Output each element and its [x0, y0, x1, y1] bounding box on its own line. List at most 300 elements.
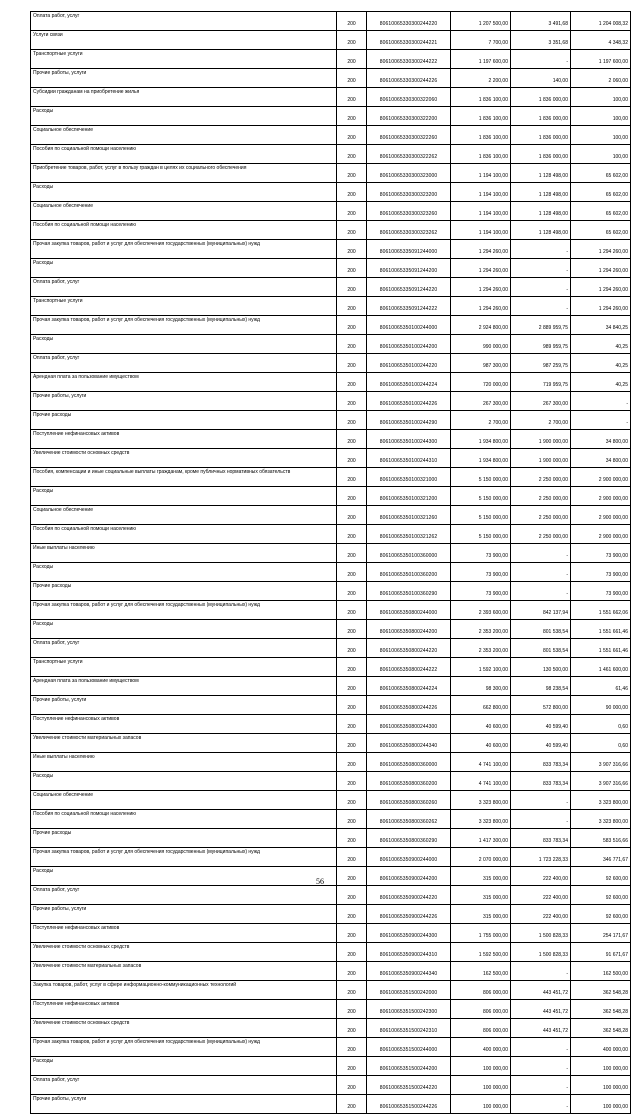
approved-amount: 98 300,00	[451, 677, 511, 696]
unexecuted-amount: 0,60	[571, 734, 631, 753]
row-name: Оплата работ, услуг	[31, 639, 337, 658]
budget-classification-code: 80610065335091244222	[367, 297, 451, 316]
approved-amount: 4 741 100,00	[451, 772, 511, 791]
table-row	[31, 202, 631, 221]
unexecuted-amount: 100,00	[571, 88, 631, 107]
row-name: Прочие работы, услуги	[31, 1095, 337, 1114]
executed-amount: 2 250 000,00	[511, 487, 571, 506]
table-body	[31, 12, 631, 1114]
row-name: Прочие расходы	[31, 582, 337, 601]
executed-amount: 1 128 498,00	[511, 221, 571, 240]
approved-amount: 987 300,00	[451, 354, 511, 373]
executed-amount: 222 400,00	[511, 867, 571, 886]
line-code: 200	[337, 620, 367, 639]
table-row	[31, 1000, 631, 1019]
line-code: 200	[337, 848, 367, 867]
unexecuted-amount: 1 294 260,00	[571, 259, 631, 278]
unexecuted-amount: 362 548,28	[571, 1000, 631, 1019]
budget-classification-code: 80610065350100244226	[367, 392, 451, 411]
approved-amount: 1 294 260,00	[451, 278, 511, 297]
line-code: 200	[337, 335, 367, 354]
row-name: Увеличение стоимости основных средств	[31, 943, 337, 962]
table-row	[31, 392, 631, 411]
table-row	[31, 88, 631, 107]
approved-amount: 4 741 100,00	[451, 753, 511, 772]
row-name: Иные выплаты населению	[31, 544, 337, 563]
executed-amount: -	[511, 563, 571, 582]
line-code: 200	[337, 297, 367, 316]
approved-amount: 806 000,00	[451, 1000, 511, 1019]
unexecuted-amount: 1 551 662,06	[571, 601, 631, 620]
line-code: 200	[337, 791, 367, 810]
line-code: 200	[337, 525, 367, 544]
unexecuted-amount: 362 548,28	[571, 981, 631, 1000]
table-row	[31, 772, 631, 791]
budget-classification-code: 80610065350100244290	[367, 411, 451, 430]
row-name: Прочие расходы	[31, 411, 337, 430]
row-name: Оплата работ, услуг	[31, 354, 337, 373]
table-row	[31, 582, 631, 601]
row-name: Арендная плата за пользование имуществом	[31, 677, 337, 696]
budget-classification-code: 80610065350800360260	[367, 791, 451, 810]
budget-classification-code: 80610065330300322200	[367, 107, 451, 126]
approved-amount: 3 323 800,00	[451, 791, 511, 810]
line-code: 200	[337, 696, 367, 715]
table-row	[31, 468, 631, 487]
line-code: 200	[337, 50, 367, 69]
approved-amount: 5 150 000,00	[451, 468, 511, 487]
approved-amount: 1 755 000,00	[451, 924, 511, 943]
row-name: Закупка товаров, работ, услуг в сфере информационно-коммуникационных технологий	[31, 981, 337, 1000]
budget-classification-code: 80610065350100321200	[367, 487, 451, 506]
approved-amount: 73 900,00	[451, 582, 511, 601]
executed-amount: 1 836 000,00	[511, 88, 571, 107]
approved-amount: 1 934 800,00	[451, 449, 511, 468]
approved-amount: 315 000,00	[451, 886, 511, 905]
executed-amount: 1 900 000,00	[511, 430, 571, 449]
budget-classification-code: 80610065350900244220	[367, 886, 451, 905]
line-code: 200	[337, 1057, 367, 1076]
line-code: 200	[337, 924, 367, 943]
table-row	[31, 886, 631, 905]
row-name: Прочие работы, услуги	[31, 69, 337, 88]
table-row	[31, 430, 631, 449]
unexecuted-amount: 40,25	[571, 373, 631, 392]
budget-classification-code: 80610065350800244226	[367, 696, 451, 715]
row-name: Поступление нефинансовых активов	[31, 430, 337, 449]
table-row	[31, 1057, 631, 1076]
table-row	[31, 107, 631, 126]
table-row	[31, 259, 631, 278]
executed-amount: 98 238,54	[511, 677, 571, 696]
budget-classification-code: 80610065351500244226	[367, 1095, 451, 1114]
row-name: Социальное обеспечение	[31, 126, 337, 145]
unexecuted-amount: 583 516,66	[571, 829, 631, 848]
budget-classification-code: 80610065350800244222	[367, 658, 451, 677]
row-name: Социальное обеспечение	[31, 202, 337, 221]
row-name: Прочие работы, услуги	[31, 392, 337, 411]
row-name: Прочая закупка товаров, работ и услуг для обеспечения государственных (муниципальных) нужд	[31, 316, 337, 335]
budget-classification-code: 80610065330300322262	[367, 145, 451, 164]
table-row	[31, 1038, 631, 1057]
executed-amount: 719 959,75	[511, 373, 571, 392]
line-code: 200	[337, 278, 367, 297]
approved-amount: 2 353 200,00	[451, 620, 511, 639]
line-code: 200	[337, 582, 367, 601]
unexecuted-amount: 100 000,00	[571, 1076, 631, 1095]
unexecuted-amount: 34 800,00	[571, 430, 631, 449]
unexecuted-amount: 92 600,00	[571, 905, 631, 924]
line-code: 200	[337, 677, 367, 696]
budget-classification-code: 80610065330300323000	[367, 164, 451, 183]
row-name: Расходы	[31, 259, 337, 278]
unexecuted-amount: 92 600,00	[571, 867, 631, 886]
executed-amount: 842 137,94	[511, 601, 571, 620]
row-name: Расходы	[31, 620, 337, 639]
table-row	[31, 221, 631, 240]
executed-amount: 801 538,54	[511, 620, 571, 639]
line-code: 200	[337, 164, 367, 183]
row-name: Услуги связи	[31, 31, 337, 50]
approved-amount: 40 600,00	[451, 715, 511, 734]
line-code: 200	[337, 772, 367, 791]
unexecuted-amount: 91 671,67	[571, 943, 631, 962]
unexecuted-amount: 1 294 260,00	[571, 297, 631, 316]
table-row	[31, 297, 631, 316]
approved-amount: 1 194 100,00	[451, 221, 511, 240]
table-row	[31, 145, 631, 164]
budget-classification-code: 80610065330300322260	[367, 126, 451, 145]
line-code: 200	[337, 1019, 367, 1038]
unexecuted-amount: 100,00	[571, 107, 631, 126]
line-code: 200	[337, 1000, 367, 1019]
line-code: 200	[337, 1076, 367, 1095]
line-code: 200	[337, 658, 367, 677]
budget-classification-code: 80610065335091244220	[367, 278, 451, 297]
executed-amount: 1 128 498,00	[511, 183, 571, 202]
approved-amount: 1 592 500,00	[451, 943, 511, 962]
approved-amount: 100 000,00	[451, 1076, 511, 1095]
unexecuted-amount: 0,60	[571, 715, 631, 734]
row-name: Поступление нефинансовых активов	[31, 715, 337, 734]
budget-classification-code: 80610065350800360290	[367, 829, 451, 848]
line-code: 200	[337, 183, 367, 202]
executed-amount: -	[511, 1057, 571, 1076]
row-name: Прочие работы, услуги	[31, 696, 337, 715]
line-code: 200	[337, 487, 367, 506]
unexecuted-amount: 2 060,00	[571, 69, 631, 88]
table-row	[31, 31, 631, 50]
budget-classification-code: 80610065335091244000	[367, 240, 451, 259]
executed-amount: 1 900 000,00	[511, 449, 571, 468]
table-row	[31, 848, 631, 867]
executed-amount: -	[511, 544, 571, 563]
line-code: 200	[337, 430, 367, 449]
line-code: 200	[337, 715, 367, 734]
table-row	[31, 126, 631, 145]
unexecuted-amount: 73 900,00	[571, 563, 631, 582]
executed-amount: -	[511, 791, 571, 810]
row-name: Приобретение товаров, работ, услуг в пользу граждан в целях их социального обеспечения	[31, 164, 337, 183]
executed-amount: -	[511, 1095, 571, 1114]
budget-classification-code: 80610065351500242310	[367, 1019, 451, 1038]
line-code: 200	[337, 905, 367, 924]
unexecuted-amount: 61,46	[571, 677, 631, 696]
unexecuted-amount: 1 294 260,00	[571, 240, 631, 259]
executed-amount: 2 250 000,00	[511, 506, 571, 525]
executed-amount: 2 889 959,75	[511, 316, 571, 335]
executed-amount: 140,00	[511, 69, 571, 88]
row-name: Прочая закупка товаров, работ и услуг для обеспечения государственных (муниципальных) нужд	[31, 601, 337, 620]
budget-classification-code: 80610065350800360200	[367, 772, 451, 791]
approved-amount: 100 000,00	[451, 1095, 511, 1114]
approved-amount: 5 150 000,00	[451, 487, 511, 506]
line-code: 200	[337, 601, 367, 620]
executed-amount: -	[511, 962, 571, 981]
row-name: Социальное обеспечение	[31, 791, 337, 810]
table-row	[31, 183, 631, 202]
table-row	[31, 69, 631, 88]
row-name: Транспортные услуги	[31, 297, 337, 316]
unexecuted-amount: 90 000,00	[571, 696, 631, 715]
page-number: 56	[316, 877, 324, 886]
line-code: 200	[337, 449, 367, 468]
executed-amount: 443 451,72	[511, 1000, 571, 1019]
budget-classification-code: 80610065350800360000	[367, 753, 451, 772]
executed-amount: 443 451,72	[511, 981, 571, 1000]
table-row	[31, 715, 631, 734]
approved-amount: 1 836 100,00	[451, 126, 511, 145]
unexecuted-amount: 3 323 800,00	[571, 810, 631, 829]
table-row	[31, 791, 631, 810]
row-name: Расходы	[31, 867, 337, 886]
row-name: Расходы	[31, 107, 337, 126]
line-code: 200	[337, 810, 367, 829]
approved-amount: 1 194 100,00	[451, 183, 511, 202]
row-name: Пособия по социальной помощи населению	[31, 525, 337, 544]
table-row	[31, 240, 631, 259]
line-code: 200	[337, 468, 367, 487]
unexecuted-amount: 100 000,00	[571, 1057, 631, 1076]
budget-classification-code: 80610065350100360000	[367, 544, 451, 563]
executed-amount: 989 959,75	[511, 335, 571, 354]
approved-amount: 315 000,00	[451, 867, 511, 886]
approved-amount: 7 700,00	[451, 31, 511, 50]
table-row	[31, 639, 631, 658]
unexecuted-amount: 1 551 661,46	[571, 620, 631, 639]
executed-amount: 1 836 000,00	[511, 107, 571, 126]
executed-amount: 833 783,34	[511, 753, 571, 772]
executed-amount: 222 400,00	[511, 886, 571, 905]
executed-amount: 3 491,68	[511, 12, 571, 31]
row-name: Прочая закупка товаров, работ и услуг для обеспечения государственных (муниципальных) нужд	[31, 848, 337, 867]
line-code: 200	[337, 734, 367, 753]
row-name: Расходы	[31, 1057, 337, 1076]
executed-amount: 2 700,00	[511, 411, 571, 430]
unexecuted-amount: 34 800,00	[571, 449, 631, 468]
table-row	[31, 981, 631, 1000]
approved-amount: 1 417 300,00	[451, 829, 511, 848]
executed-amount: 1 500 828,33	[511, 924, 571, 943]
budget-classification-code: 80610065350100244220	[367, 354, 451, 373]
unexecuted-amount: 1 204 008,32	[571, 12, 631, 31]
budget-classification-code: 80610065350800244200	[367, 620, 451, 639]
budget-classification-code: 80610065350100321260	[367, 506, 451, 525]
approved-amount: 315 000,00	[451, 905, 511, 924]
line-code: 200	[337, 411, 367, 430]
approved-amount: 2 393 600,00	[451, 601, 511, 620]
row-name: Субсидии гражданам на приобретение жилья	[31, 88, 337, 107]
unexecuted-amount: -	[571, 411, 631, 430]
unexecuted-amount: 73 900,00	[571, 582, 631, 601]
row-name: Пособия, компенсации и иные социальные выплаты гражданам, кроме публичных нормативных обязательств	[31, 468, 337, 487]
row-name: Увеличение стоимости основных средств	[31, 449, 337, 468]
unexecuted-amount: 73 900,00	[571, 544, 631, 563]
table-row	[31, 962, 631, 981]
budget-classification-code: 80610065350800244300	[367, 715, 451, 734]
executed-amount: 2 250 000,00	[511, 525, 571, 544]
approved-amount: 806 000,00	[451, 1019, 511, 1038]
approved-amount: 3 323 800,00	[451, 810, 511, 829]
row-name: Оплата работ, услуг	[31, 1076, 337, 1095]
line-code: 200	[337, 639, 367, 658]
executed-amount: -	[511, 259, 571, 278]
unexecuted-amount: 3 323 800,00	[571, 791, 631, 810]
approved-amount: 1 194 100,00	[451, 164, 511, 183]
budget-classification-code: 80610065350100244300	[367, 430, 451, 449]
row-name: Пособия по социальной помощи населению	[31, 810, 337, 829]
table-row	[31, 411, 631, 430]
approved-amount: 73 900,00	[451, 563, 511, 582]
budget-classification-code: 80610065350800244224	[367, 677, 451, 696]
row-name: Транспортные услуги	[31, 658, 337, 677]
table-row	[31, 658, 631, 677]
budget-classification-code: 80610065350100321000	[367, 468, 451, 487]
approved-amount: 5 150 000,00	[451, 525, 511, 544]
unexecuted-amount: 100 000,00	[571, 1095, 631, 1114]
approved-amount: 1 836 100,00	[451, 88, 511, 107]
budget-classification-code: 80610065350900244310	[367, 943, 451, 962]
unexecuted-amount: 92 600,00	[571, 886, 631, 905]
table-row	[31, 924, 631, 943]
unexecuted-amount: 40,25	[571, 335, 631, 354]
unexecuted-amount: -	[571, 392, 631, 411]
executed-amount: 2 250 000,00	[511, 468, 571, 487]
approved-amount: 2 700,00	[451, 411, 511, 430]
executed-amount: 130 500,00	[511, 658, 571, 677]
line-code: 200	[337, 1095, 367, 1114]
approved-amount: 990 000,00	[451, 335, 511, 354]
executed-amount: 267 300,00	[511, 392, 571, 411]
table-row	[31, 335, 631, 354]
approved-amount: 2 353 200,00	[451, 639, 511, 658]
unexecuted-amount: 1 551 661,46	[571, 639, 631, 658]
line-code: 200	[337, 373, 367, 392]
line-code: 200	[337, 69, 367, 88]
executed-amount: 801 538,54	[511, 639, 571, 658]
approved-amount: 1 197 600,00	[451, 50, 511, 69]
executed-amount: -	[511, 810, 571, 829]
executed-amount: 40 599,40	[511, 715, 571, 734]
budget-classification-code: 80610065330300244226	[367, 69, 451, 88]
approved-amount: 267 300,00	[451, 392, 511, 411]
line-code: 200	[337, 544, 367, 563]
row-name: Расходы	[31, 335, 337, 354]
approved-amount: 1 194 100,00	[451, 202, 511, 221]
unexecuted-amount: 65 602,00	[571, 183, 631, 202]
unexecuted-amount: 4 348,32	[571, 31, 631, 50]
executed-amount: -	[511, 297, 571, 316]
budget-classification-code: 80610065350100244310	[367, 449, 451, 468]
budget-classification-code: 80610065350800244220	[367, 639, 451, 658]
unexecuted-amount: 65 602,00	[571, 164, 631, 183]
table-row	[31, 905, 631, 924]
line-code: 200	[337, 202, 367, 221]
budget-classification-code: 80610065350100244000	[367, 316, 451, 335]
unexecuted-amount: 2 900 000,00	[571, 506, 631, 525]
table-row	[31, 1076, 631, 1095]
row-name: Транспортные услуги	[31, 50, 337, 69]
executed-amount: 1 500 828,33	[511, 943, 571, 962]
table-row	[31, 753, 631, 772]
budget-classification-code: 80610065350900244226	[367, 905, 451, 924]
row-name: Прочая закупка товаров, работ и услуг для обеспечения государственных (муниципальных) нужд	[31, 240, 337, 259]
executed-amount: 1 836 000,00	[511, 145, 571, 164]
approved-amount: 1 207 500,00	[451, 12, 511, 31]
line-code: 200	[337, 981, 367, 1000]
table-row	[31, 601, 631, 620]
executed-amount: 40 599,40	[511, 734, 571, 753]
row-name: Прочие расходы	[31, 829, 337, 848]
line-code: 200	[337, 753, 367, 772]
approved-amount: 720 000,00	[451, 373, 511, 392]
line-code: 200	[337, 563, 367, 582]
table-row	[31, 373, 631, 392]
line-code: 200	[337, 12, 367, 31]
approved-amount: 5 150 000,00	[451, 506, 511, 525]
unexecuted-amount: 34 840,25	[571, 316, 631, 335]
executed-amount: 222 400,00	[511, 905, 571, 924]
executed-amount: -	[511, 240, 571, 259]
unexecuted-amount: 162 500,00	[571, 962, 631, 981]
line-code: 200	[337, 31, 367, 50]
line-code: 200	[337, 88, 367, 107]
executed-amount: 1 128 498,00	[511, 202, 571, 221]
budget-classification-code: 80610065350800244000	[367, 601, 451, 620]
executed-amount: 443 451,72	[511, 1019, 571, 1038]
budget-classification-code: 80610065350100244224	[367, 373, 451, 392]
unexecuted-amount: 65 602,00	[571, 221, 631, 240]
line-code: 200	[337, 392, 367, 411]
unexecuted-amount: 2 900 000,00	[571, 487, 631, 506]
row-name: Оплата работ, услуг	[31, 278, 337, 297]
executed-amount: -	[511, 50, 571, 69]
approved-amount: 100 000,00	[451, 1057, 511, 1076]
unexecuted-amount: 1 294 260,00	[571, 278, 631, 297]
line-code: 200	[337, 962, 367, 981]
line-code: 200	[337, 316, 367, 335]
approved-amount: 2 200,00	[451, 69, 511, 88]
row-name: Расходы	[31, 183, 337, 202]
unexecuted-amount: 3 907 316,66	[571, 753, 631, 772]
table-row	[31, 449, 631, 468]
budget-classification-code: 80610065350100244200	[367, 335, 451, 354]
executed-amount: -	[511, 278, 571, 297]
line-code: 200	[337, 259, 367, 278]
executed-amount: 1 836 000,00	[511, 126, 571, 145]
approved-amount: 2 070 000,00	[451, 848, 511, 867]
row-name: Оплата работ, услуг	[31, 12, 337, 31]
